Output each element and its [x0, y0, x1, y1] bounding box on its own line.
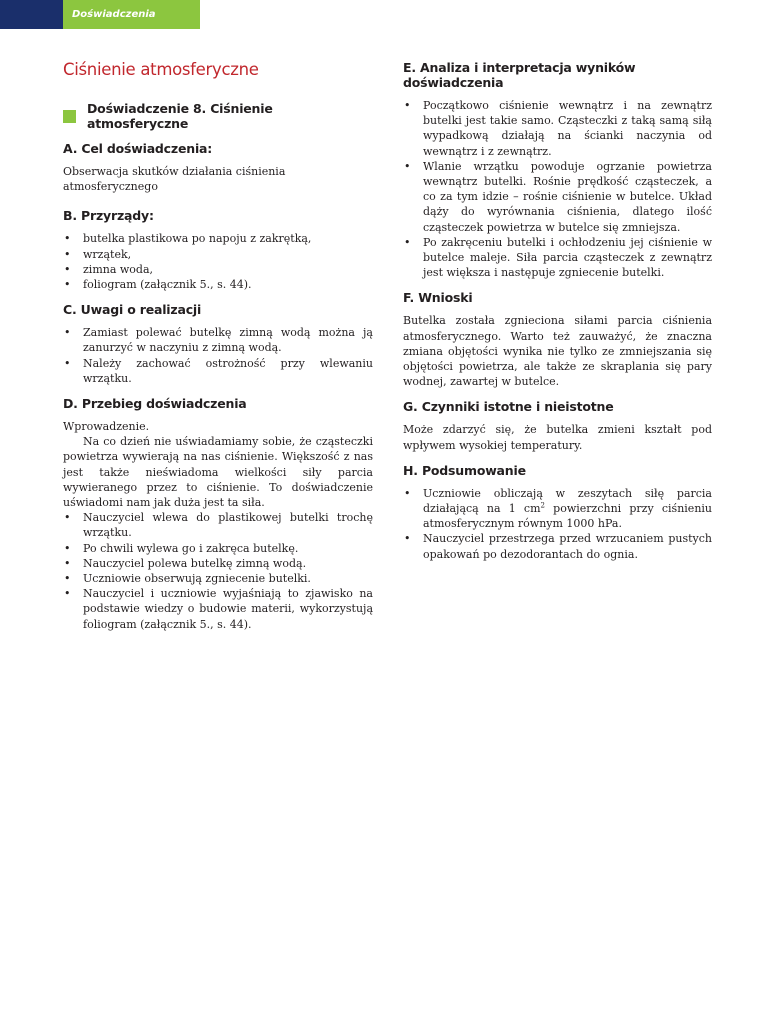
list-item: • Wlanie wrzątku powoduje ogrzanie powietrza wewnątrz butelki. Rośnie prędkość cząsteczek, a co za tym idzie – rośnie ciśnienie w butelce. Układ dąży do wyrównania ciśnienia, dlatego ilość cząsteczek powietrza w butelce się zmniejsza. [403, 159, 712, 235]
list-item: • Nauczyciel polewa butelkę zimną wodą. [63, 556, 373, 571]
list-item: • Zamiast polewać butelkę zimną wodą można ją zanurzyć w naczyniu z zimną wodą. [63, 325, 373, 355]
list-item: • Po zakręceniu butelki i ochłodzeniu jej ciśnienie w butelce maleje. Siła parcia cząsteczek z zewnątrz jest większa i następuje zgniecenie butelki. [403, 235, 712, 281]
superscript: 2 [540, 501, 545, 510]
section-e-list [403, 98, 712, 280]
list-item: • Nauczyciel i uczniowie wyjaśniają to zjawisko na podstawie wiedzy o budowie materii, wykorzystują foliogram (załącznik 5., s. 44). [63, 586, 373, 632]
section-h-heading: H. Podsumowanie [403, 462, 526, 478]
section-d-intro: Wprowadzenie. [63, 420, 150, 434]
section-a-heading: A. Cel doświadczenia: [63, 141, 213, 156]
section-g [403, 399, 712, 452]
section-b [63, 208, 373, 292]
section-e [403, 60, 712, 280]
section-d-paragraph: Na co dzień nie uświadamiamy sobie, że cząsteczki powietrza wywierają na nas ciśnienie. Większość z nas jest także nieświadoma wielkości siły parcia wywieranego przez to ciśnienie. To doświadczenie uświadomi nam jak duża jest ta siła. [63, 435, 373, 510]
section-c-list [63, 325, 373, 386]
experiment-heading [63, 101, 373, 131]
header-label: Doświadczenia [72, 9, 156, 20]
page-title: Ciśnienie atmosferyczne [63, 60, 259, 79]
left-column [63, 60, 373, 642]
list-item: • Początkowo ciśnienie wewnątrz i na zewnątrz butelki jest takie samo. Cząsteczki z taką samą siłą wypadkową działają na ścianki naczynia od wewnątrz i z zewnątrz. [403, 98, 712, 159]
section-f [403, 290, 712, 389]
section-g-heading: G. Czynniki istotne i nieistotne [403, 399, 614, 415]
section-b-heading: B. Przyrządy: [63, 208, 154, 224]
section-h-list [403, 486, 712, 562]
list-item: • wrzątek, [63, 247, 373, 262]
section-g-text: Może zdarzyć się, że butelka zmieni kształt pod wpływem wysokiej temperatury. [403, 423, 712, 452]
section-c-heading: C. Uwagi o realizacji [63, 302, 202, 318]
section-c [63, 302, 373, 386]
section-f-text: Butelka została zgnieciona siłami parcia ciśnienia atmosferycznego. Warto też zauważyć, że znaczna zmiana objętości wynika nie tylko ze zmniejszania się objętości powietrza, ale także ze skraplania się pary wodnej, zawartej w butelce. [403, 314, 712, 389]
section-h [403, 463, 712, 562]
list-item: • butelka plastikowa po napoju z zakrętką, [63, 231, 373, 246]
list-item: • Nauczyciel przestrzega przed wrzucaniem pustych opakowań po dezodorantach do ognia. [403, 531, 712, 561]
section-d-heading: D. Przebieg doświadczenia [63, 396, 247, 412]
list-item: • Po chwili wylewa go i zakręca butelkę. [63, 541, 373, 556]
section-d-list [63, 510, 373, 632]
section-d [63, 396, 373, 632]
list-item: • Nauczyciel wlewa do plastikowej butelki trochę wrzątku. [63, 510, 373, 540]
section-a-text: Obserwacja skutków działania ciśnienia atmosferycznego [63, 165, 286, 194]
list-item [403, 486, 712, 532]
list-item: • zimna woda, [63, 262, 373, 277]
green-square-icon [63, 110, 76, 123]
right-column [403, 60, 712, 572]
section-f-heading: F. Wnioski [403, 290, 473, 306]
item-text: powierzchni przy ciśnieniu atmosferycznym równym 1000 hPa. [423, 502, 713, 531]
header-navy-block [0, 0, 63, 29]
section-b-list [63, 231, 373, 292]
section-a [63, 141, 373, 194]
list-item: • foliogram (załącznik 5., s. 44). [63, 277, 373, 292]
item-text: Uczniowie obliczają w zeszytach siłę parcia działającą na 1 cm [423, 486, 712, 516]
section-e-heading: E. Analiza i interpretacja wyników doświadczenia [403, 60, 636, 90]
experiment-title: Doświadczenie 8. Ciśnienie atmosferyczne [87, 101, 273, 131]
list-item: • Należy zachować ostrożność przy wlewaniu wrzątku. [63, 356, 373, 386]
list-item: • Uczniowie obserwują zgniecenie butelki. [63, 571, 373, 586]
header-tab [63, 0, 200, 29]
